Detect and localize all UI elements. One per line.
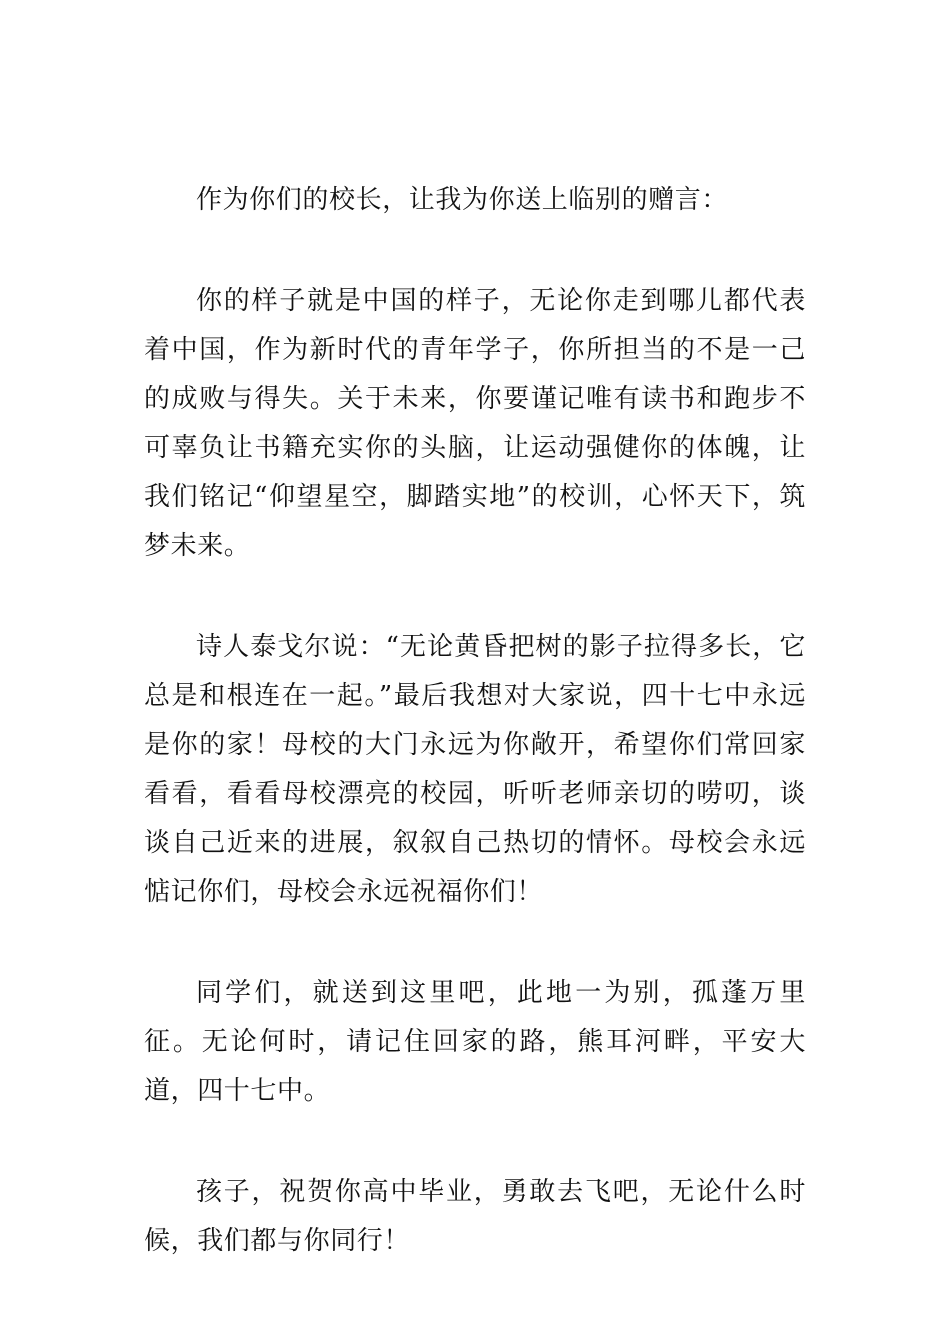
document-body — [144, 176, 806, 1318]
paragraph-way-home: 同学们，就送到这里吧，此地一为别，孤蓬万里征。无论何时，请记住回家的路，熊耳河畔，平安大道，四十七中。 — [144, 978, 806, 1106]
paragraph-graduation-wish: 孩子，祝贺你高中毕业，勇敢去飞吧，无论什么时候，我们都与你同行！ — [144, 1177, 806, 1256]
paragraph-farewell-intro: 作为你们的校长，让我为你送上临别的赠言： — [196, 185, 729, 215]
paragraph-china-youth: 你的样子就是中国的样子，无论你走到哪儿都代表着中国，作为新时代的青年学子，你所担当的不是一己的成败与得失。关于未来，你要谨记唯有读书和跑步不可辜负让书籍充实你的头脑，让运动强健你的体魄，让我们铭记“仰望星空，脚踏实地”的校训，心怀天下，筑梦未来。 — [144, 286, 806, 561]
paragraph-tagore-quote: 诗人泰戈尔说：“无论黄昏把树的影子拉得多长，它总是和根连在一起。”最后我想对大家说，四十七中永远是你的家！母校的大门永远为你敞开，希望你们常回家看看，看看母校漂亮的校园，听听老师亲切的唠叨，谈谈自己近来的进展，叙叙自己热切的情怀。母校会永远惦记你们，母校会永远祝福你们！ — [144, 632, 806, 907]
